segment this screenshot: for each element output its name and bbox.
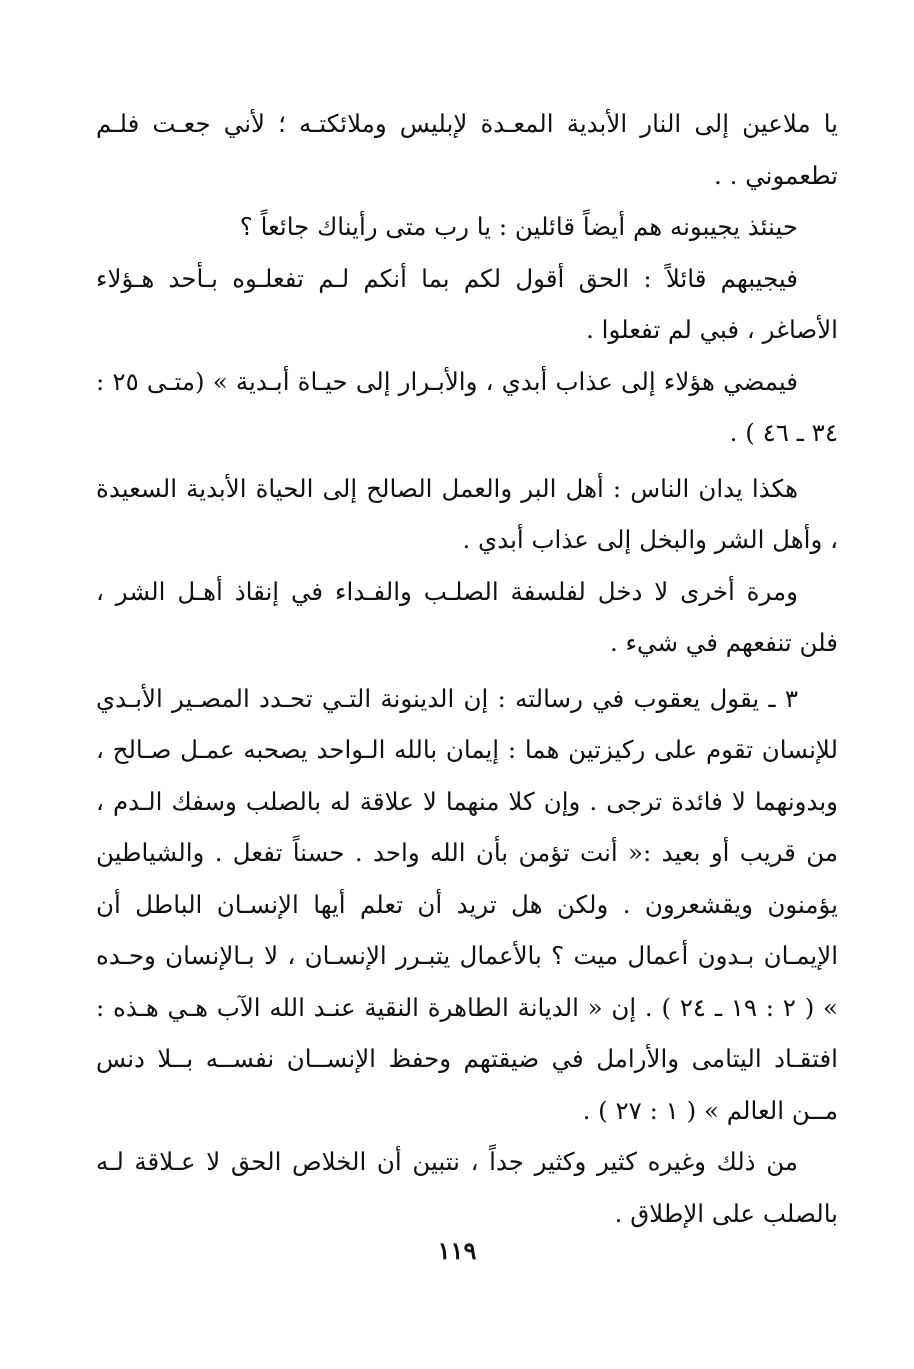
page-number: ١١٩ <box>437 1236 477 1265</box>
paragraph: من ذلك وغيره كثير وكثير جداً ، نتبين أن الخلاص الحق لا عـلاقة لـه بالصلب على الإطلاق . <box>96 1147 838 1228</box>
paragraph: ٣ ـ يقول يعقوب في رسالته : إن الدينونة التـي تحـدد المصـير الأبـدي للإنسان تقوم على ركيزتين هما : إيمان بالله الـواحد يصحبه عمـل صـالح ، وبدونهما لا فائدة ترجى . وإن كلا منهما لا علاقة له بالصلب وسفك الـدم ، من قريب أو بعيد :« أنت تؤمن بأن الله واحد . حسناً تفعل . والشياطين يؤمنون ويقشعرون . ولكن هل تريد أن تعلم أيها الإنسـان الباطل أن الإيمـان بـدون أعمال ميت ؟ بالأعمال يتبـرر الإنسـان ، لا بـالإنسان وحـده » ( ٢ : ١٩ ـ ٢٤ ) . إن « الديانة الطاهرة النقية عنـد الله الآب هـي هـذه : افتقـاد اليتامى والأرامل في ضيقتهم وحفظ الإنســان نفســه بــلا دنس مــن العالم » ( ١ : ٢٧ ) . <box>96 683 838 1125</box>
paragraph: ومرة أخرى لا دخل لفلسفة الصلـب والفـداء في إنقاذ أهـل الشر ، فلن تنفعهم في شيء . <box>96 576 838 657</box>
paragraph: هكذا يدان الناس : أهل البر والعمل الصالح إلى الحياة الأبدية السعيدة ، وأهل الشر والبخل إلى عذاب أبدي . <box>96 473 838 554</box>
paragraph: فيمضي هؤلاء إلى عذاب أبدي ، والأبـرار إلى حيـاة أبـدية » (متـى ٢٥ : ٣٤ ـ ٤٦ ) . <box>96 366 838 447</box>
paragraph: يا ملاعين إلى النار الأبدية المعـدة لإبليس وملائكتـه ؛ لأني جعـت فلـم تطعموني . . <box>96 109 838 190</box>
body-text <box>96 98 838 1239</box>
paragraph: فيجيبهم قائلاً : الحق أقول لكم بما أنكم لـم تفعلـوه بـأحد هـؤلاء الأصاغر ، فبي لم تفعلوا . <box>96 263 838 344</box>
paragraph: حينئذ يجيبونه هم أيضاً قائلين : يا رب متى رأيناك جائعاً ؟ <box>239 212 798 241</box>
